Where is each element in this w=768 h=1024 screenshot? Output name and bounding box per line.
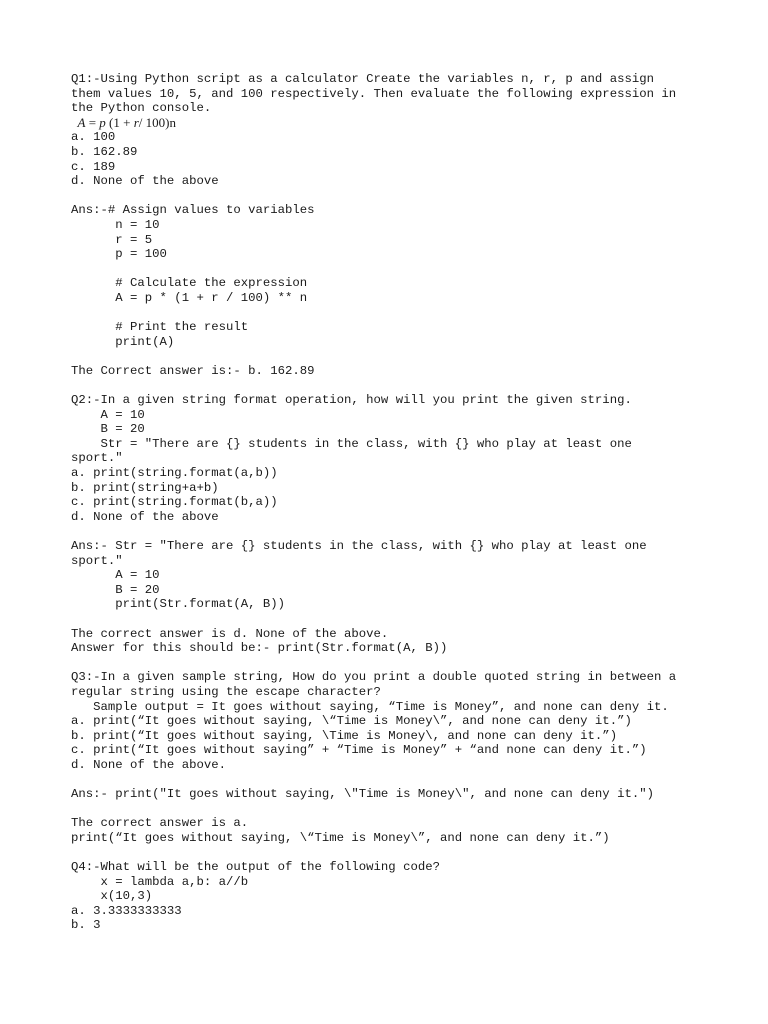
question-text-line: x = lambda a,b: a//b (71, 874, 249, 889)
answer-line: Ans:- print("It goes without saying, \"Time is Money\", and none can deny it.") (71, 787, 654, 802)
answer-line: A = p * (1 + r / 100) ** n (71, 290, 308, 305)
question-text-line: regular string using the escape character? (71, 684, 381, 699)
option-a: a. 3.3333333333 (71, 903, 182, 918)
option-d: d. None of the above. (71, 757, 226, 772)
question-text-line: the Python console. (71, 101, 212, 116)
question-1 (71, 72, 701, 378)
question-text-line: sport." (71, 451, 123, 466)
answer-line: Ans:- Str = "There are {} students in the class, with {} who play at least one (71, 539, 647, 553)
question-4 (71, 860, 701, 933)
option-b: b. print(string+a+b) (71, 480, 219, 495)
question-text-line: Sample output = It goes without saying, “Time is Money”, and none can deny it. (71, 699, 669, 714)
question-text-line: Q3:-In a given sample string, How do you print a double quoted string in between a (71, 670, 677, 685)
formula-part: / 100)n (138, 114, 176, 130)
question-text-line: Str = "There are {} students in the class, with {} who play at least one (71, 436, 632, 451)
formula-part: = (85, 114, 100, 130)
question-text-line: them values 10, 5, and 100 respectively. Then evaluate the following expression in (71, 86, 677, 101)
question-text-line: Q4:-What will be the output of the following code? (71, 860, 440, 875)
answer-line: # Calculate the expression (71, 276, 308, 291)
answer-line: A = 10 (71, 568, 160, 583)
question-text-line: A = 10 (71, 407, 145, 422)
question-2 (71, 393, 701, 656)
option-a: a. print(“It goes without saying, \“Time is Money\”, and none can deny it.”) (71, 714, 632, 729)
question-text-line: B = 20 (71, 422, 145, 437)
option-b: b. 3 (71, 918, 101, 933)
question-text-line: Q2:-In a given string format operation, how will you print the given string. (71, 393, 632, 408)
option-a: a. 100 (71, 130, 116, 145)
correct-answer: The Correct answer is:- b. 162.89 (71, 363, 315, 378)
option-c: c. print(string.format(b,a)) (71, 495, 278, 510)
answer-line: Ans:-# Assign values to variables (71, 203, 315, 218)
option-d: d. None of the above (71, 174, 219, 189)
formula-var-r: r (133, 114, 139, 130)
option-c: c. print(“It goes without saying” + “Time is Money” + “and none can deny it.”) (71, 743, 647, 758)
answer-line: print(Str.format(A, B)) (71, 597, 286, 612)
answer-line: n = 10 (71, 217, 160, 232)
correct-answer: Answer for this should be:- print(Str.format(A, B)) (71, 641, 448, 656)
option-b: b. 162.89 (71, 144, 138, 159)
option-d: d. None of the above (71, 509, 219, 524)
option-c: c. 189 (71, 159, 116, 174)
answer-line: p = 100 (71, 247, 167, 262)
correct-answer: print(“It goes without saying, \“Time is Money\”, and none can deny it.”) (71, 830, 610, 845)
formula (71, 116, 701, 131)
question-text-line: Q1:-Using Python script as a calculator Create the variables n, r, p and assign (71, 72, 654, 86)
correct-answer: The correct answer is d. None of the above. (71, 626, 389, 641)
option-a: a. print(string.format(a,b)) (71, 466, 278, 481)
question-text-line: x(10,3) (71, 889, 153, 904)
answer-line: print(A) (71, 334, 175, 349)
answer-line: # Print the result (71, 320, 249, 335)
formula-var-p: p (99, 114, 106, 130)
question-3 (71, 670, 701, 845)
answer-line: r = 5 (71, 232, 153, 247)
option-b: b. print(“It goes without saying, \Time is Money\, and none can deny it.”) (71, 728, 618, 743)
answer-line: sport." (71, 553, 123, 568)
document-body (71, 72, 701, 933)
answer-line: B = 20 (71, 582, 160, 597)
formula-var-a: A (77, 114, 86, 130)
formula-part: (1 + (105, 114, 134, 130)
correct-answer: The correct answer is a. (71, 816, 249, 831)
